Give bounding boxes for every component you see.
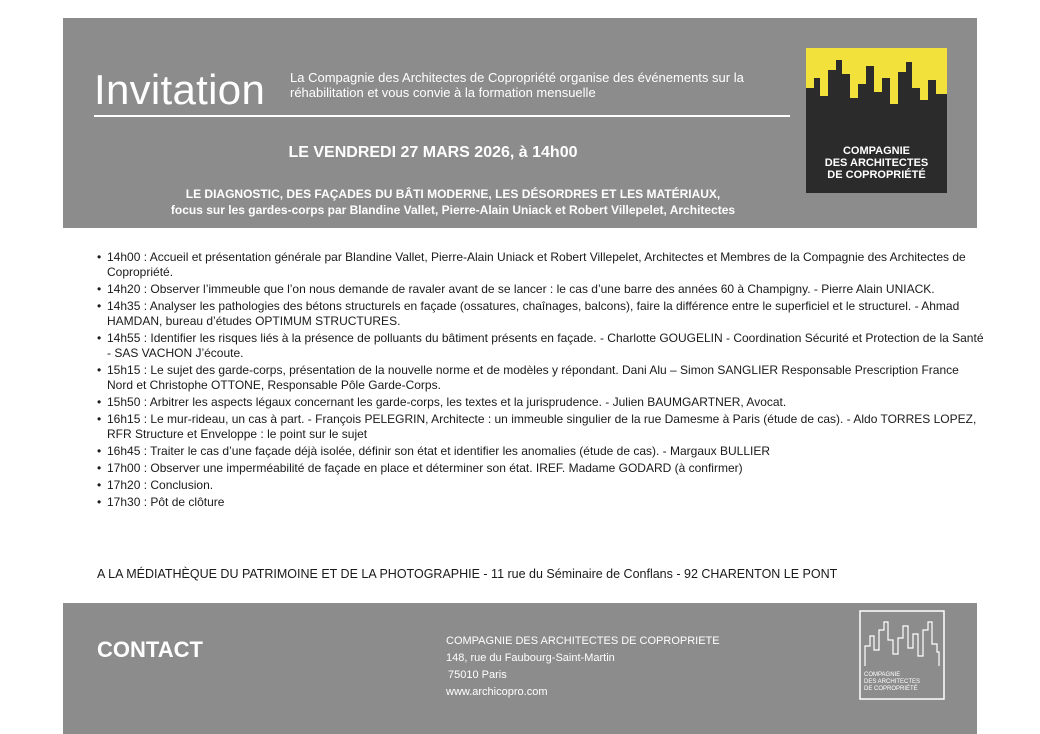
program-item: • 14h55 : Identifier les risques liés à la présence de polluants du bâtiment présents en façade. - Charlotte GOUGELIN - Coordination Sécurité et Protection de la Santé - SAS VACHON J’écoute. bbox=[97, 331, 987, 361]
event-theme bbox=[63, 186, 843, 218]
logo-text-line-3: DE COPROPRIÉTÉ bbox=[827, 169, 926, 181]
footer-logo-wordmark bbox=[864, 672, 940, 693]
program-item: • 15h15 : Le sujet des garde-corps, présentation de la nouvelle norme et de modèles y répondant. Dani Alu – Simon SANGLIER Responsable Prescription France Nord et Christophe OTTONE, Responsable Pôle Garde-Corps. bbox=[97, 363, 987, 393]
contact-info bbox=[446, 633, 720, 701]
program-item: • 16h15 : Le mur-rideau, un cas à part. - François PELEGRIN, Architecte : un immeuble singulier de la rue Damesme à Paris (étude de cas). - Aldo TORRES LOPEZ, RFR Structure et Enveloppe : le point sur le sujet bbox=[97, 412, 987, 442]
logo-text-line-1: COMPAGNIE bbox=[842, 145, 911, 157]
footer-logo-line-1: COMPAGNIE bbox=[864, 672, 901, 678]
theme-line-2: focus sur les gardes-corps par Blandine Vallet, Pierre-Alain Uniack et Robert Villepelet, Architectes bbox=[170, 203, 736, 217]
invitation-header bbox=[63, 18, 977, 228]
event-venue: A LA MÉDIATHÈQUE DU PATRIMOINE ET DE LA PHOTOGRAPHIE - 11 rue du Séminaire de Conflans - 92 CHARENTON LE PONT bbox=[97, 567, 838, 581]
title-underline bbox=[94, 115, 790, 117]
contact-org: COMPAGNIE DES ARCHITECTES DE COPROPRIETE bbox=[446, 635, 720, 647]
footer-logo-line-3: DE COPROPRIÉTÉ bbox=[864, 686, 918, 692]
invitation-intro: La Compagnie des Architectes de Copropriété organise des événements sur la réhabilitation et vous convie à la formation mensuelle bbox=[290, 70, 744, 100]
theme-line-1: LE DIAGNOSTIC, DES FAÇADES DU BÂTI MODERNE, LES DÉSORDRES ET LES MATÉRIAUX, bbox=[185, 187, 721, 201]
program-item: • 17h20 : Conclusion. bbox=[97, 478, 987, 493]
program-item: • 15h50 : Arbitrer les aspects légaux concernant les garde-corps, les textes et la jurisprudence. - Julien BAUMGARTNER, Avocat. bbox=[97, 395, 987, 410]
footer-logo-line-2: DES ARCHITECTES bbox=[864, 679, 921, 685]
program-item: • 17h00 : Observer une imperméabilité de façade en place et déterminer son état. IREF. Madame GODARD (à confirmer) bbox=[97, 461, 987, 476]
event-date: LE VENDREDI 27 MARS 2026, à 14h00 bbox=[288, 144, 578, 161]
contact-footer bbox=[63, 603, 977, 734]
contact-city: 75010 Paris bbox=[448, 669, 507, 681]
footer-logo bbox=[859, 610, 945, 700]
logo-text-line-2: DES ARCHITECTES bbox=[824, 157, 929, 169]
program-item: • 17h30 : Pôt de clôture bbox=[97, 495, 987, 510]
contact-street: 148, rue du Faubourg-Saint-Martin bbox=[446, 652, 615, 664]
program-item: • 14h00 : Accueil et présentation générale par Blandine Vallet, Pierre-Alain Uniack et Robert Villepelet, Architectes et Membres de la Compagnie des Architectes de Copropriété. bbox=[97, 250, 987, 280]
contact-title: CONTACT bbox=[97, 637, 203, 662]
company-logo bbox=[806, 48, 947, 193]
contact-website[interactable]: www.archicopro.com bbox=[446, 686, 548, 698]
program-item: • 14h20 : Observer l’immeuble que l’on nous demande de ravaler avant de se lancer : le cas d’une barre des années 60 à Champigny. - Pierre Alain UNIACK. bbox=[97, 282, 987, 297]
invitation-title: Invitation bbox=[94, 66, 266, 113]
program-item: • 16h45 : Traiter le cas d’une façade déjà isolée, définir son état et identifier les anomalies (étude de cas). - Margaux BULLIER bbox=[97, 444, 987, 459]
program-list bbox=[97, 250, 987, 512]
logo-wordmark bbox=[806, 145, 947, 181]
program-item: • 14h35 : Analyser les pathologies des bétons structurels en façade (ossatures, chaînages, balcons), faire la différence entre le superficiel et le structurel. - Ahmad HAMDAN, bureau d’études OPTIMUM STRUCTURES. bbox=[97, 299, 987, 329]
